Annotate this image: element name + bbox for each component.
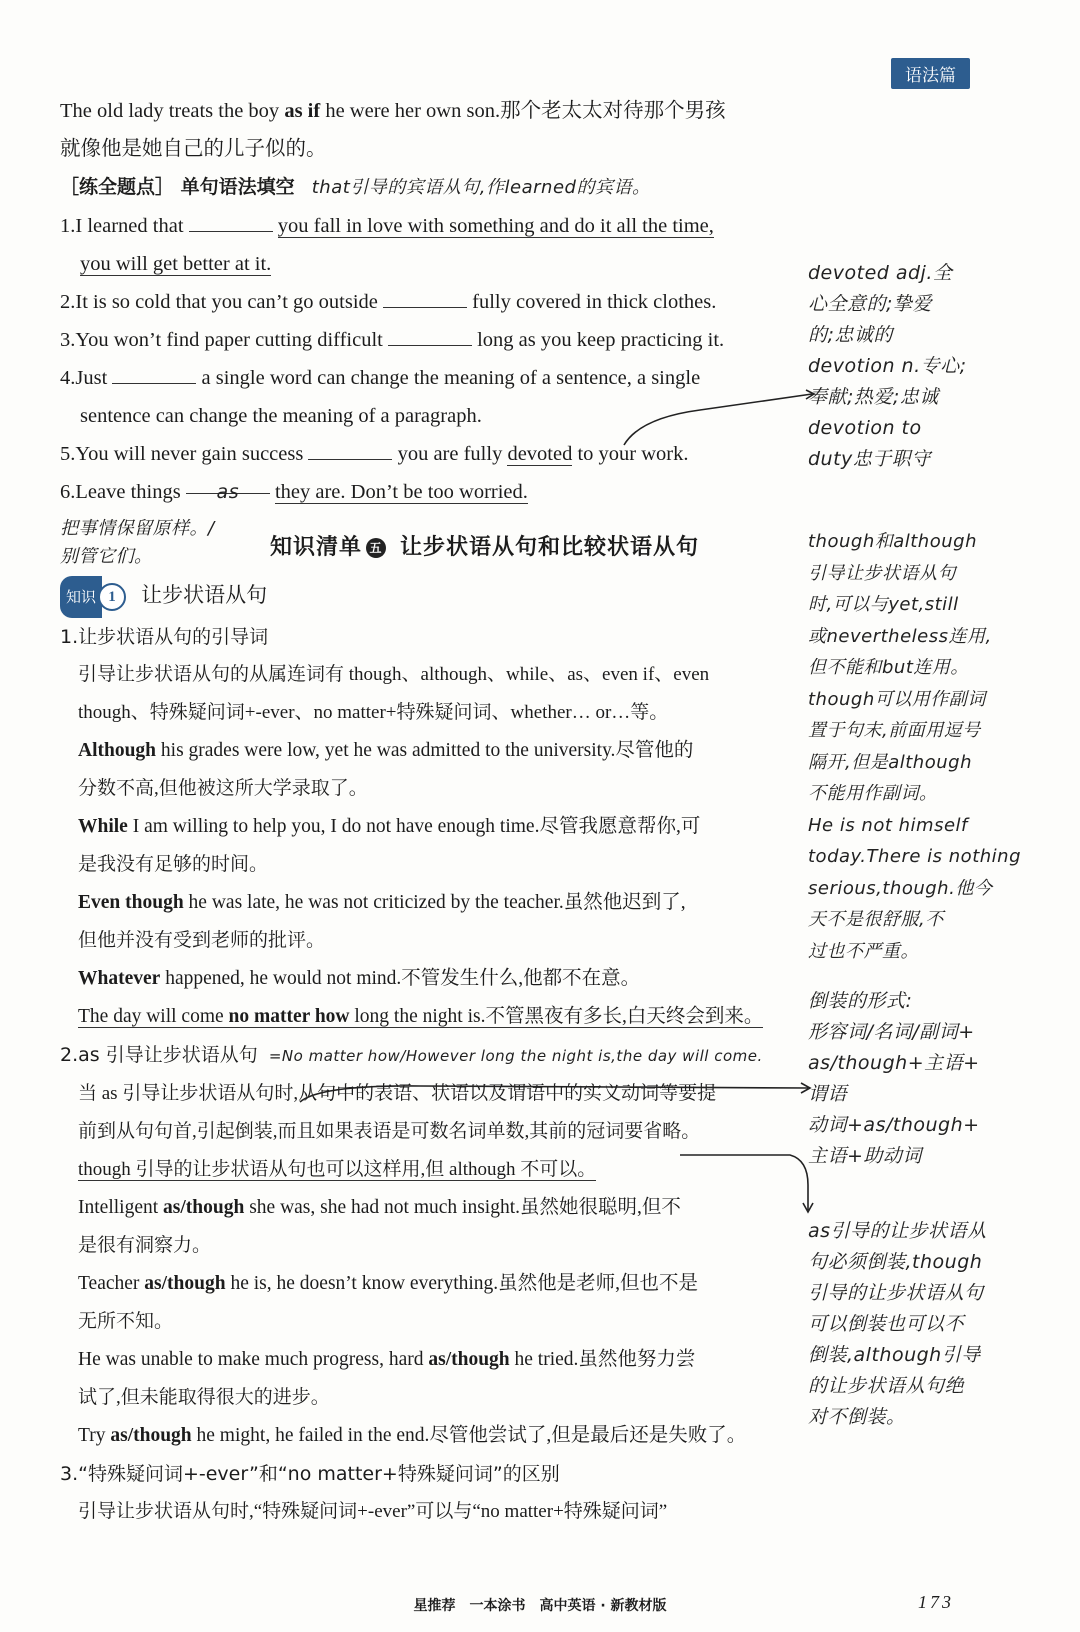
example-text: He was unable to make much progress, hard bbox=[78, 1349, 429, 1371]
note-line: duty忠于职守 bbox=[808, 448, 931, 470]
note-line: 对不倒装。 bbox=[808, 1406, 906, 1428]
question-4-cont: sentence can change the meaning of a paragraph. bbox=[80, 405, 482, 427]
note-line: devoted adj.全 bbox=[808, 262, 953, 284]
example-bold: as if bbox=[284, 100, 321, 122]
body-text: 当 as 引导让步状语从句时,从句中的表语、状语以及谓语中的实义动词等要提 bbox=[78, 1083, 717, 1105]
example-bold: Whatever bbox=[78, 968, 161, 990]
note-line: 或nevertheless连用, bbox=[808, 625, 992, 647]
example-text: 但他并没有受到老师的批评。 bbox=[78, 930, 326, 952]
q-text: 6.Leave things bbox=[60, 481, 181, 503]
note-line: 别管它们。 bbox=[60, 546, 153, 567]
note-line: 句必须倒装,though bbox=[808, 1251, 983, 1273]
note-line: 引导的让步状语从句 bbox=[808, 1282, 984, 1304]
section-number: 五 bbox=[366, 538, 386, 558]
note-line: devotion to bbox=[808, 417, 922, 439]
section-title-part: 让步状语从句和比较状语从句 bbox=[400, 535, 700, 560]
note-line: 谓语 bbox=[808, 1083, 848, 1105]
subheading-3: 3.“特殊疑问词+-ever”和“no matter+特殊疑问词”的区别 bbox=[60, 1463, 560, 1486]
example-text: long the night is.不管黑夜有多长,白天终会到来。 bbox=[349, 1006, 764, 1028]
example-bold: no matter how bbox=[228, 1006, 350, 1028]
arrow-devoted bbox=[624, 394, 812, 445]
example-text: 是我没有足够的时间。 bbox=[78, 854, 269, 876]
example-text: The old lady treats the boy bbox=[60, 100, 285, 122]
example-text: Teacher bbox=[78, 1273, 145, 1295]
note-line: He is not himself bbox=[808, 814, 968, 836]
q-text: you are fully bbox=[397, 443, 503, 465]
example-text: he tried.虽然他努力尝 bbox=[509, 1349, 696, 1371]
note-line: 引导让步状语从句 bbox=[808, 562, 956, 584]
subheading-1: 1.让步状语从句的引导词 bbox=[60, 626, 269, 649]
note-line: 过也不严重。 bbox=[808, 940, 919, 962]
q-text: they are. Don’t be too worried. bbox=[274, 481, 528, 503]
q-text: fully covered in thick clothes. bbox=[472, 291, 717, 313]
example-bold: Even though bbox=[78, 892, 184, 914]
example-text: Intelligent bbox=[78, 1197, 164, 1219]
note-line: 把事情保留原样。/ bbox=[60, 518, 215, 539]
note-line: 天不是很舒服,不 bbox=[808, 909, 944, 930]
q-text: 3.You won’t find paper cutting difficult bbox=[60, 329, 383, 351]
note-line: though和although bbox=[808, 531, 977, 552]
example-text: he were her own son. bbox=[320, 100, 501, 122]
knowledge-number: 1 bbox=[98, 583, 126, 611]
example-bold: as/though bbox=[428, 1349, 510, 1371]
example-bold: While bbox=[78, 816, 128, 838]
q-text: 2.It is so cold that you can’t go outside bbox=[60, 291, 378, 313]
example-translation-line: 就像他是她自己的儿子似的。 bbox=[60, 138, 327, 160]
example-bold: Although bbox=[78, 740, 157, 762]
note-line: serious,though.他今 bbox=[808, 877, 993, 899]
example-text: 试了,但未能取得很大的进步。 bbox=[78, 1387, 330, 1409]
q-keyword: devoted bbox=[507, 443, 573, 465]
example-bold: as/though bbox=[144, 1273, 226, 1295]
note-line: as引导的让步状语从 bbox=[808, 1220, 987, 1242]
arrow-as bbox=[680, 1155, 808, 1210]
q-text: long as you keep practicing it. bbox=[477, 329, 725, 351]
handwritten-note: that引导的宾语从句,作learned的宾语。 bbox=[311, 177, 651, 198]
example-text: The day will come bbox=[78, 1006, 229, 1028]
body-text: though、特殊疑问词+-ever、no matter+特殊疑问词、whether… or…等。 bbox=[78, 702, 669, 724]
note-line: 的;忠诚的 bbox=[808, 324, 893, 346]
page-number: 173 bbox=[918, 1592, 954, 1612]
note-line: 形容词/名词/副词+ bbox=[808, 1021, 975, 1043]
note-line: 隔开,但是although bbox=[808, 751, 972, 773]
note-line: 置于句末,前面用逗号 bbox=[808, 720, 981, 741]
body-text: though 引导的让步状语从句也可以这样用,但 although 不可以。 bbox=[78, 1159, 597, 1181]
note-line: 动词+as/though+ bbox=[808, 1114, 980, 1136]
example-bold: as/though bbox=[110, 1425, 192, 1447]
body-text: 引导让步状语从句的从属连词有 though、although、while、as、even if、even bbox=[78, 664, 710, 686]
q-text: 4.Just bbox=[60, 367, 108, 389]
example-text: 是很有洞察力。 bbox=[78, 1235, 212, 1257]
note-line: today.There is nothing bbox=[808, 846, 1021, 867]
note-line: 奉献;热爱;忠诚 bbox=[808, 386, 939, 408]
body-text: 引导让步状语从句时,“特殊疑问词+-ever”可以与“no matter+特殊疑问词” bbox=[78, 1501, 668, 1523]
note-line: 心全意的;挚爱 bbox=[808, 293, 932, 315]
knowledge-badge: 知识 bbox=[60, 576, 102, 618]
chapter-tag: 语法篇 bbox=[891, 58, 970, 89]
example-text: 分数不高,但他被这所大学录取了。 bbox=[78, 778, 368, 800]
example-text: happened, he would not mind.不管发生什么,他都不在意。 bbox=[160, 968, 641, 990]
section-title-part: 知识清单 bbox=[270, 535, 363, 560]
example-text: I am willing to help you, I do not have enough time.尽管我愿意帮你,可 bbox=[127, 816, 701, 838]
q-text: 5.You will never gain success bbox=[60, 443, 304, 465]
note-line: 的让步状语从句绝 bbox=[808, 1375, 965, 1397]
example-text: he is, he doesn’t know everything.虽然他是老师,但也不是 bbox=[225, 1273, 699, 1295]
note-line: 倒装,although引导 bbox=[808, 1344, 981, 1366]
example-text: his grades were low, yet he was admitted to the university.尽管他的 bbox=[156, 740, 694, 762]
note-line: 主语+助动词 bbox=[808, 1145, 922, 1167]
note-line: as/though+主语+ bbox=[808, 1052, 980, 1074]
knowledge-title: 让步状语从句 bbox=[141, 583, 268, 607]
arrow-inversion bbox=[300, 1086, 808, 1102]
note-line: though可以用作副词 bbox=[808, 688, 986, 710]
example-text: he might, he failed in the end.尽管他尝试了,但是最后还是失败了。 bbox=[191, 1425, 747, 1447]
note-line: 可以倒装也可以不 bbox=[808, 1313, 965, 1335]
note-line: 不能用作副词。 bbox=[808, 783, 938, 804]
q-text: you fall in love with something and do it all the time, bbox=[277, 215, 714, 237]
q-text: a single word can change the meaning of a sentence, a single bbox=[201, 367, 701, 389]
example-text: he was late, he was not criticized by the teacher.虽然他迟到了, bbox=[183, 892, 686, 914]
q-text: to your work. bbox=[577, 443, 689, 465]
note-line: 但不能和but连用。 bbox=[808, 657, 969, 678]
example-bold: as/though bbox=[163, 1197, 245, 1219]
note-line: devotion n.专心; bbox=[808, 355, 967, 377]
body-text: 前到从句句首,引起倒装,而且如果表语是可数名词单数,其前的冠词要省略。 bbox=[78, 1121, 701, 1143]
answer-filled[interactable]: as bbox=[186, 473, 270, 494]
example-text: 无所不知。 bbox=[78, 1311, 174, 1333]
q-text: you will get better at it. bbox=[80, 253, 272, 275]
footer: 星推荐 一本涂书 高中英语 · 新教材版 bbox=[413, 1598, 667, 1614]
note-line: 倒装的形式: bbox=[808, 990, 913, 1012]
exercise-title: ［练全题点］ 单句语法填空 bbox=[60, 176, 295, 198]
handwritten-note: =No matter how/However long the night is,the day will come. bbox=[268, 1047, 763, 1066]
q-text: 1.I learned that bbox=[60, 215, 184, 237]
note-line: 时,可以与yet,still bbox=[808, 594, 959, 615]
example-text: she was, she had not much insight.虽然她很聪明,但不 bbox=[244, 1197, 681, 1219]
example-text: Try bbox=[78, 1425, 111, 1447]
example-translation: 那个老太太对待那个男孩 bbox=[500, 100, 726, 122]
subheading-text: 2.as 引导让步状语从句 bbox=[60, 1044, 258, 1067]
